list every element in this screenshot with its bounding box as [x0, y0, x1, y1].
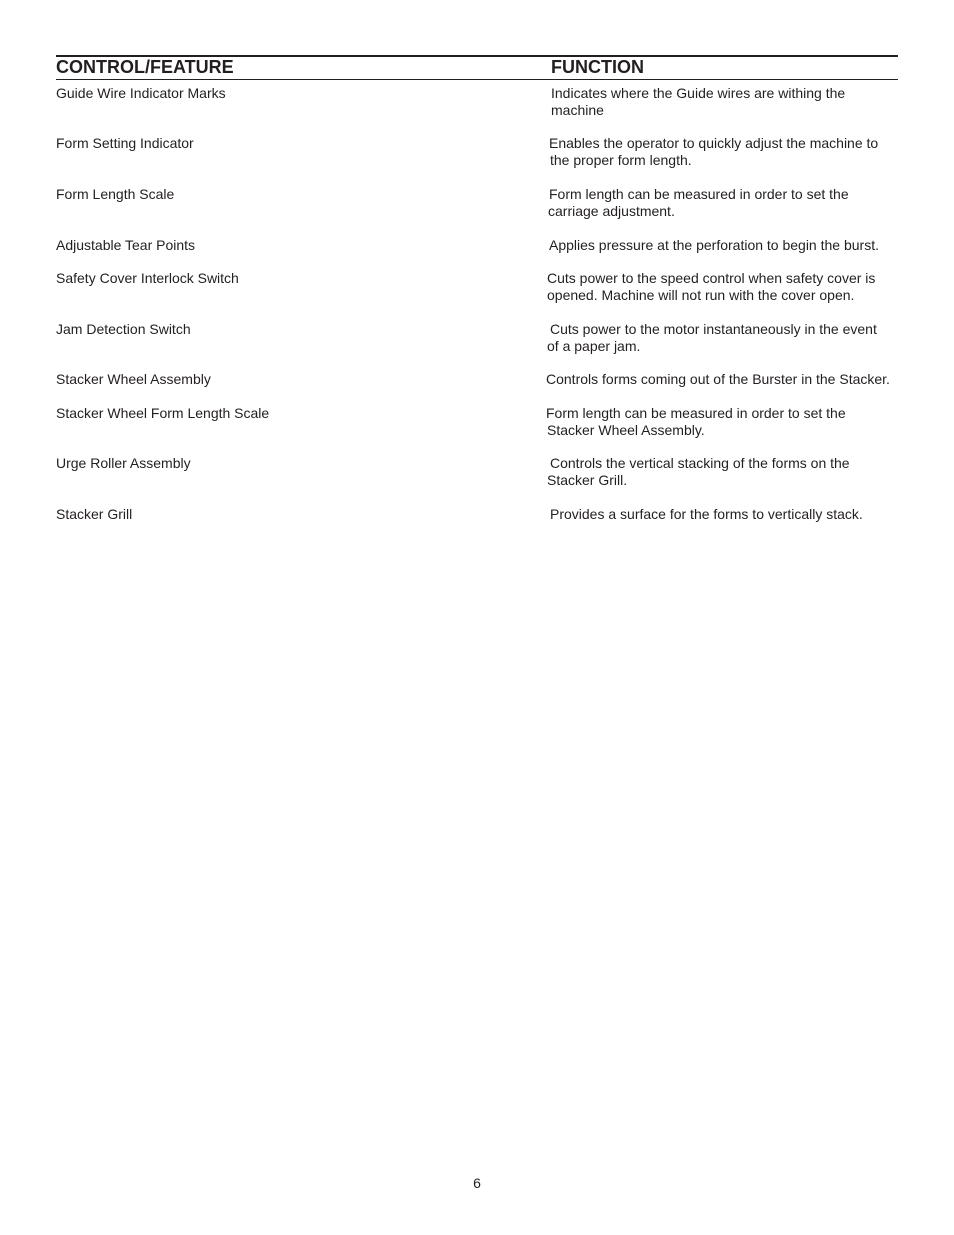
feature-label: Safety Cover Interlock Switch	[56, 270, 239, 286]
control-feature-heading: CONTROL/FEATURE	[56, 57, 234, 77]
function-description: Controls the vertical stacking of the forms on the Stacker Grill.	[547, 455, 850, 488]
feature-label: Adjustable Tear Points	[56, 237, 196, 253]
function-description: Indicates where the Guide wires are withing the machine	[551, 85, 846, 118]
feature-label: Form Length Scale	[56, 186, 175, 202]
feature-label: Stacker Wheel Form Length Scale	[56, 405, 270, 421]
function-description: Cuts power to the speed control when safety cover is opened. Machine will not run with the cover open.	[547, 270, 876, 303]
feature-label: Guide Wire Indicator Marks	[56, 85, 226, 101]
page-number: 6	[473, 1175, 481, 1191]
feature-label: Urge Roller Assembly	[56, 455, 191, 471]
feature-label: Stacker Wheel Assembly	[56, 371, 211, 387]
function-description: Provides a surface for the forms to vertically stack.	[550, 506, 863, 522]
header-rule	[56, 79, 898, 80]
function-description: Form length can be measured in order to set the Stacker Wheel Assembly.	[546, 405, 846, 438]
function-description: Applies pressure at the perforation to begin the burst.	[549, 237, 879, 253]
feature-label: Stacker Grill	[56, 506, 133, 522]
function-heading: FUNCTION	[551, 57, 644, 77]
function-description: Enables the operator to quickly adjust the machine to the proper form length.	[549, 135, 879, 168]
feature-label: Jam Detection Switch	[56, 321, 191, 337]
function-description: Form length can be measured in order to set the carriage adjustment.	[548, 186, 849, 219]
function-description: Cuts power to the motor instantaneously in the event of a paper jam.	[547, 321, 877, 354]
feature-label: Form Setting Indicator	[56, 135, 194, 151]
function-description: Controls forms coming out of the Burster in the Stacker.	[546, 371, 890, 387]
